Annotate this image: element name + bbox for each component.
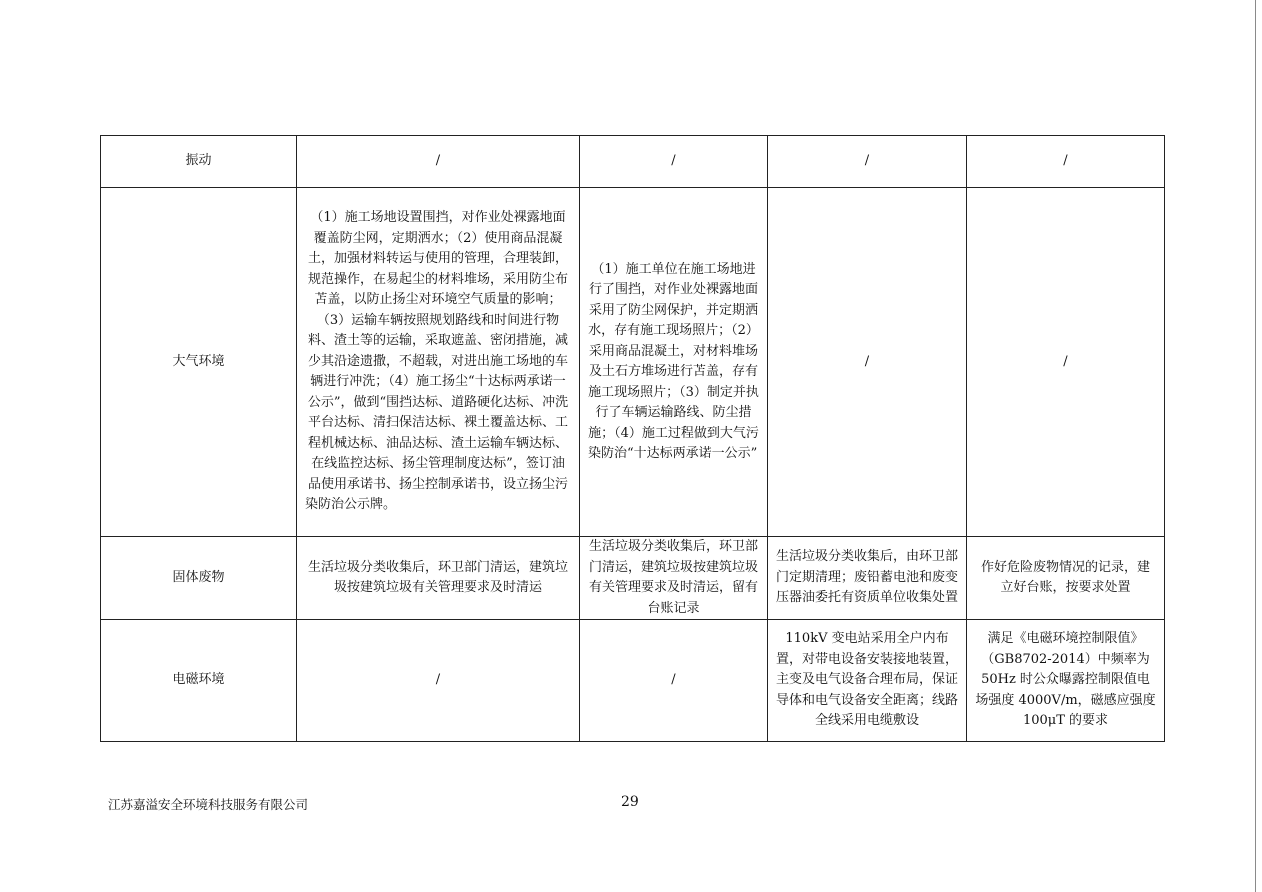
table-row-air (101, 188, 1165, 537)
table-cell: 作好危险废物情况的记录，建立好台账，按要求处置 (967, 537, 1165, 620)
table-cell: / (580, 136, 768, 188)
table-cell: （1）施工单位在施工场地进行了围挡，对作业处裸露地面采用了防尘网保护，并定期洒水，存有施工现场照片；（2）采用商品混凝土，对材料堆场及土石方堆场进行苫盖，存有施工现场照片；（3）制定并执行了车辆运输路线、防尘措施；（4）施工过程做到大气污染防治“十达标两承诺一公示” (580, 188, 768, 537)
table-cell: 110kV 变电站采用全户内布置，对带电设备安装接地装置，主变及电气设备合理布局，保证导体和电气设备安全距离；线路全线采用电缆敷设 (768, 620, 967, 742)
table-cell: / (580, 620, 768, 742)
table-cell: / (297, 620, 580, 742)
row-label: 固体废物 (101, 537, 297, 620)
table-cell: 生活垃圾分类收集后，环卫部门清运，建筑垃圾按建筑垃圾有关管理要求及时清运，留有台账记录 (580, 537, 768, 620)
table-cell: （1）施工场地设置围挡，对作业处裸露地面覆盖防尘网，定期洒水；（2）使用商品混凝土，加强材料转运与使用的管理，合理装卸，规范操作，在易起尘的材料堆场，采用防尘布苫盖，以防止扬尘对环境空气质量的影响；（3）运输车辆按照规划路线和时间进行物料、渣土等的运输，采取遮盖、密闭措施，减少其沿途遗撒，不超载，对进出施工场地的车辆进行冲洗；（4）施工扬尘“十达标两承诺一公示”，做到“围挡达标、道路硬化达标、冲洗平台达标、清扫保洁达标、裸土覆盖达标、工程机械达标、油品达标、渣土运输车辆达标、在线监控达标、扬尘管理制度达标”，签订油品使用承诺书、扬尘控制承诺书，设立扬尘污染防治公示牌。 (297, 188, 580, 537)
table-cell: 生活垃圾分类收集后，由环卫部门定期清理；废铅蓄电池和废变压器油委托有资质单位收集处置 (768, 537, 967, 620)
environmental-measures-table (100, 135, 1165, 742)
row-label: 振动 (101, 136, 297, 188)
table-cell: 生活垃圾分类收集后，环卫部门清运，建筑垃圾按建筑垃圾有关管理要求及时清运 (297, 537, 580, 620)
row-label: 大气环境 (101, 188, 297, 537)
footer-company-name: 江苏嘉溢安全环境科技服务有限公司 (108, 797, 309, 812)
page-edge-line (1255, 0, 1256, 892)
table-row-electromagnetic (101, 620, 1165, 742)
table-cell: / (297, 136, 580, 188)
table-cell: / (768, 188, 967, 537)
table-cell: / (967, 136, 1165, 188)
row-label: 电磁环境 (101, 620, 297, 742)
table-row-solid-waste (101, 537, 1165, 620)
page-number: 29 (621, 794, 639, 810)
table-cell: / (768, 136, 967, 188)
table-row-vibration (101, 136, 1165, 188)
table-cell: / (967, 188, 1165, 537)
table-cell: 满足《电磁环境控制限值》（GB8702-2014）中频率为50Hz 时公众曝露控制限值电场强度 4000V/m，磁感应强度 100μT 的要求 (967, 620, 1165, 742)
